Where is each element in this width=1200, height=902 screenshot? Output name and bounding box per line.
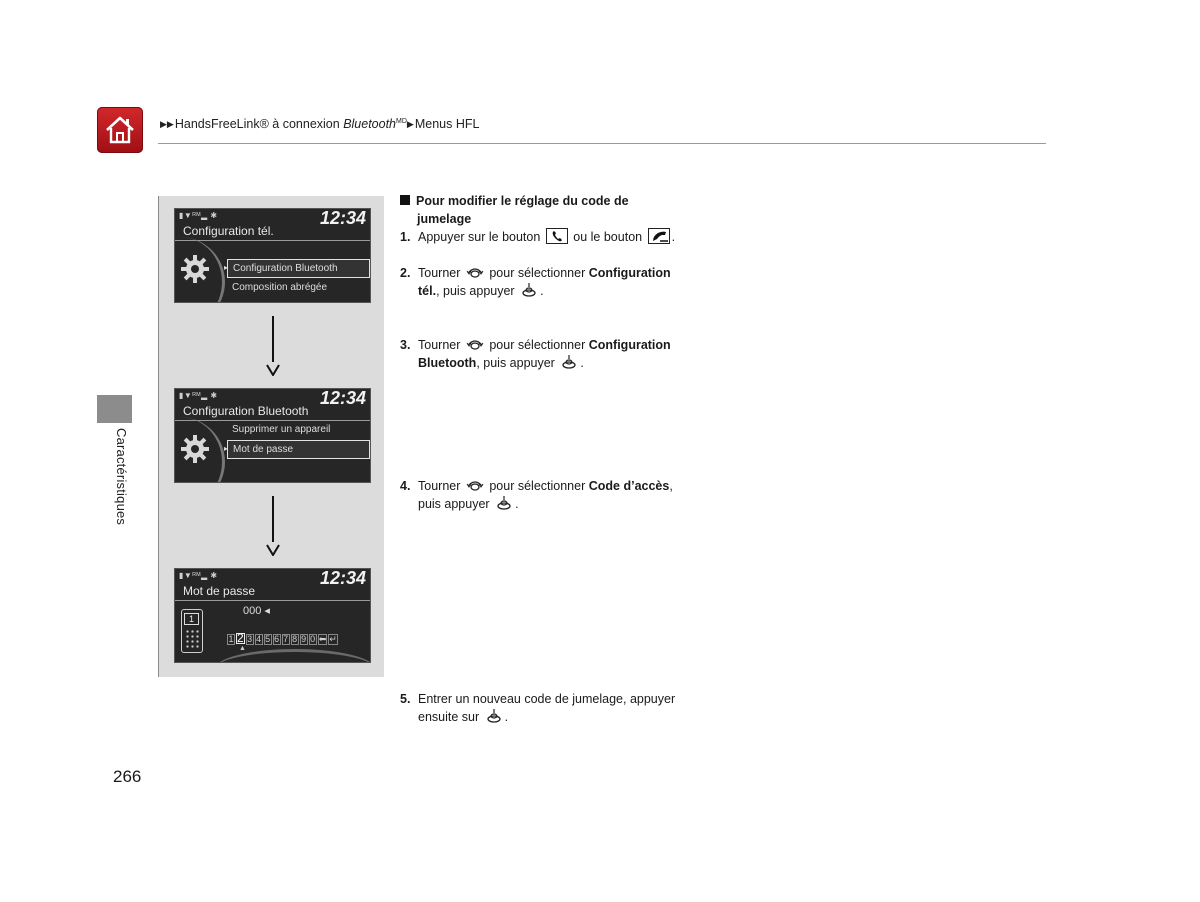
divider: [175, 240, 370, 241]
digit-key[interactable]: 7: [283, 634, 289, 644]
menu-item-supprimer-appareil[interactable]: Supprimer un appareil: [232, 424, 331, 435]
passcode-value: 000 ◂: [243, 605, 270, 617]
step-3: 3. Tourner pour sélectionner Configuration Bluetooth, puis appuyer .: [400, 338, 671, 370]
chapter-tab[interactable]: [97, 395, 132, 423]
square-bullet-icon: [400, 195, 410, 205]
screen-mot-de-passe: [174, 568, 371, 663]
status-icons: ▮▼ᴿᴹ▂ ✱: [179, 211, 218, 220]
caret-icon: ▲: [239, 645, 246, 652]
menu-item-mot-de-passe[interactable]: ▸ Mot de passe: [227, 440, 370, 459]
breadcrumb-arrow-icon: ▶▶: [160, 119, 174, 129]
press-knob-icon: [520, 283, 538, 297]
digit-selector[interactable]: [227, 633, 339, 645]
chapter-label: Caractéristiques: [114, 428, 129, 526]
phone-display: 1: [184, 613, 199, 625]
divider: [175, 600, 370, 601]
status-icons: ▮▼ᴿᴹ▂ ✱: [179, 571, 218, 580]
phone-keypad: [185, 629, 199, 649]
digit-key[interactable]: 6: [274, 634, 280, 644]
gear-icon: [179, 253, 211, 285]
section-heading: Pour modifier le réglage du code de jumelage: [400, 192, 700, 228]
digit-key[interactable]: 3: [247, 634, 253, 644]
header-rule: [158, 143, 1046, 144]
step-1: 1. Appuyer sur le bouton ou le bouton .: [400, 230, 676, 244]
menu-item-composition-abregee[interactable]: Composition abrégée: [232, 282, 328, 293]
home-button[interactable]: [97, 107, 143, 153]
figure-panel: [158, 196, 384, 677]
screen-title: Configuration tél.: [183, 224, 274, 238]
screen-title: Configuration Bluetooth: [183, 404, 309, 418]
selector-knob-icon: [466, 265, 484, 279]
digit-key[interactable]: 8: [292, 634, 298, 644]
press-knob-icon: [485, 709, 503, 723]
selector-knob-icon: [466, 478, 484, 492]
digit-key[interactable]: 9: [301, 634, 307, 644]
breadcrumb-arrow-icon: ▶: [406, 119, 414, 129]
enter-key[interactable]: ↵: [329, 634, 337, 644]
screen-configuration-bluetooth: [174, 388, 371, 483]
clock: 12:34: [319, 388, 366, 408]
phone-icon: [181, 609, 203, 653]
screen-configuration-tel: [174, 208, 371, 303]
digit-key[interactable]: 4: [256, 634, 262, 644]
gear-icon: [179, 433, 211, 465]
digit-key[interactable]: 0: [310, 634, 316, 644]
step-4: 4. Tourner pour sélectionner Code d’accès, puis appuyer .: [400, 479, 673, 511]
press-knob-icon: [560, 355, 578, 369]
phone-button-icon: [546, 228, 568, 244]
breadcrumb: ▶▶HandsFreeLink® à connexion Bluetooth$^{MD}$▶Menus HFL: [160, 117, 480, 131]
clock: 12:34: [319, 208, 366, 228]
breadcrumb-current: Menus HFL: [414, 117, 480, 131]
digit-key[interactable]: 1: [228, 634, 234, 644]
home-icon: [103, 113, 137, 147]
digit-key-selected[interactable]: 2: [237, 631, 244, 645]
pickup-button-icon: [648, 228, 670, 244]
selector-knob-icon: [466, 337, 484, 351]
screen-title: Mot de passe: [183, 584, 256, 598]
menu-item-configuration-bluetooth[interactable]: ▸ Configuration Bluetooth: [227, 259, 370, 278]
press-knob-icon: [495, 496, 513, 510]
page-number: 266: [113, 767, 142, 786]
digit-key[interactable]: 5: [265, 634, 271, 644]
clock: 12:34: [319, 568, 366, 588]
step-2: 2. Tourner pour sélectionner Configuration tél., puis appuyer .: [400, 266, 671, 298]
step-5: 5. Entrer un nouveau code de jumelage, appuyer ensuite sur .: [400, 692, 676, 724]
backspace-key[interactable]: ⬅: [318, 634, 327, 644]
status-icons: ▮▼ᴿᴹ▂ ✱: [179, 391, 218, 400]
